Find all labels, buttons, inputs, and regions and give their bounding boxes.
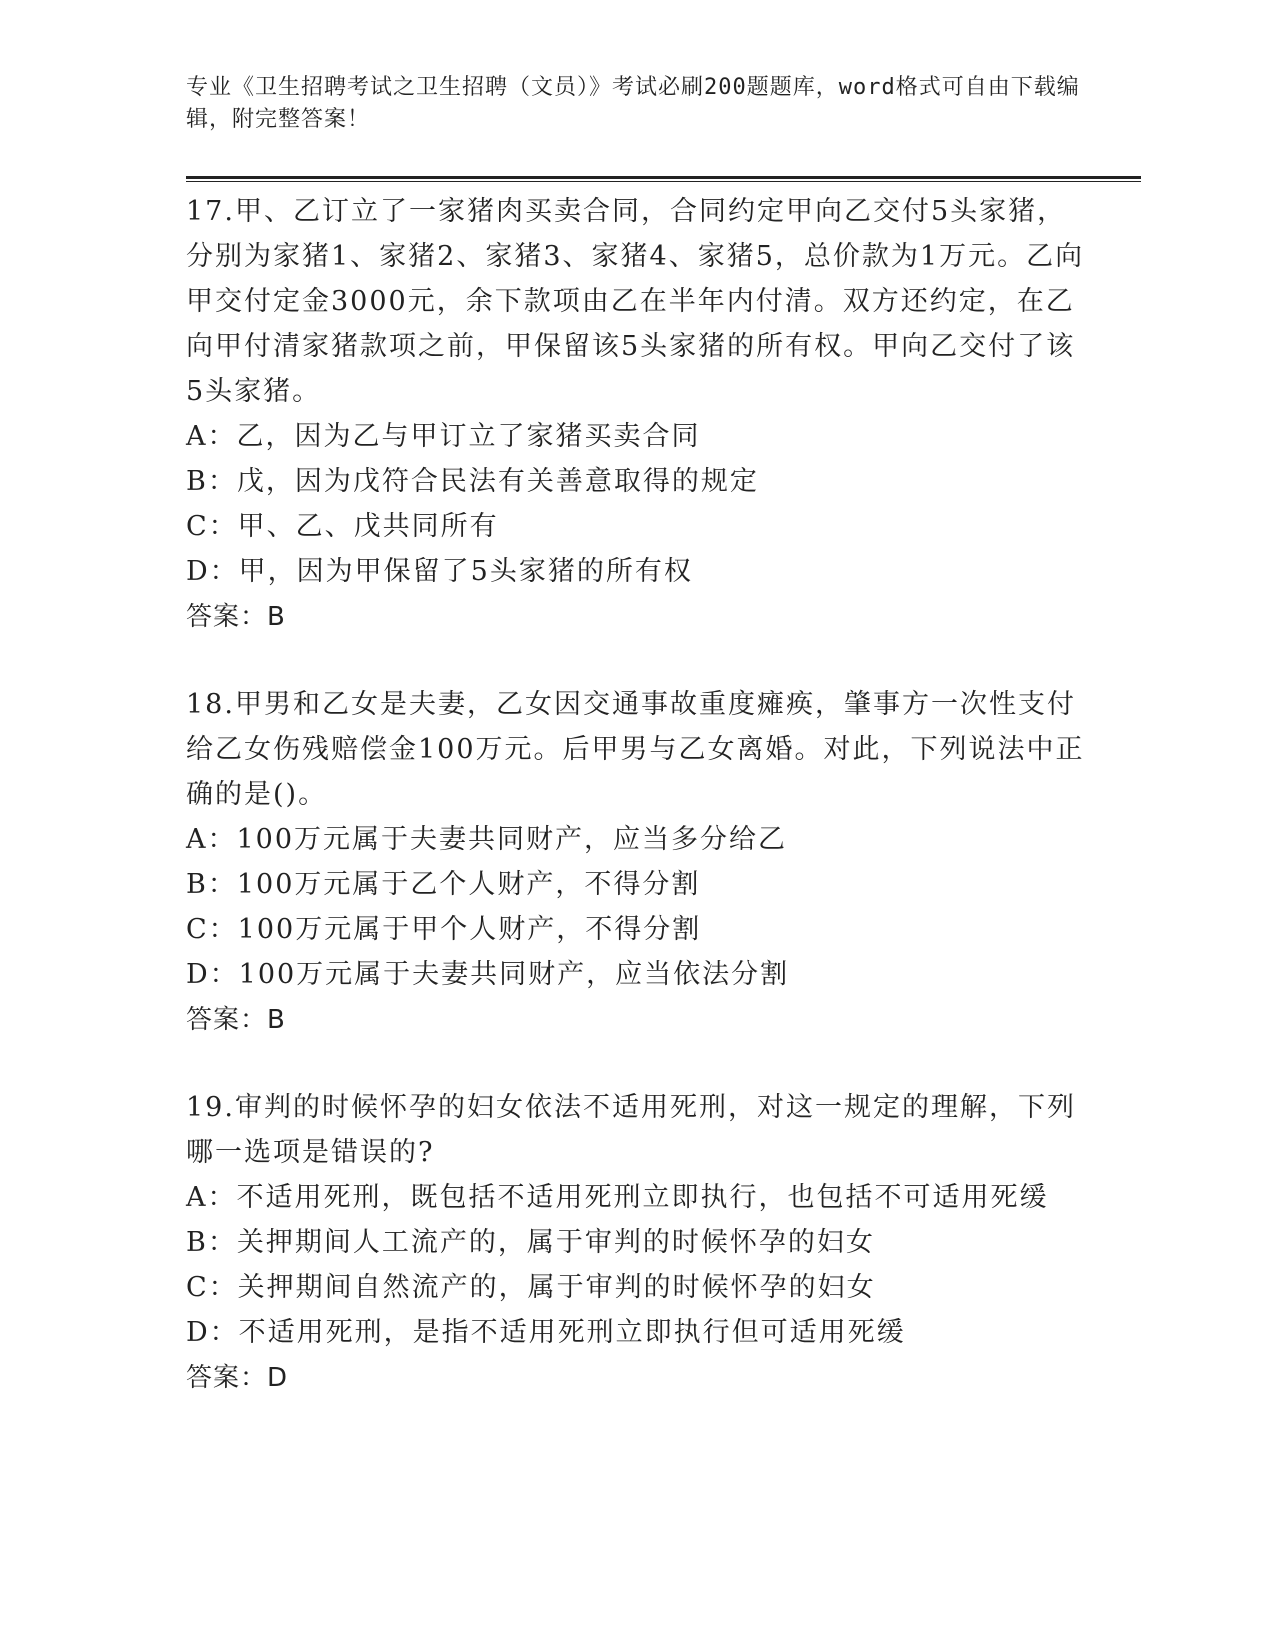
option-d: D：不适用死刑，是指不适用死刑立即执行但可适用死缓	[186, 1317, 906, 1348]
option-b: B：100万元属于乙个人财产，不得分割	[186, 869, 701, 900]
answer-label: 答案：B	[186, 1005, 286, 1035]
question-17	[186, 189, 1086, 640]
header-divider-thin	[186, 181, 1141, 182]
option-d: D：100万元属于夫妻共同财产，应当依法分割	[186, 959, 790, 990]
question-18	[186, 682, 1086, 1043]
answer-label: 答案：B	[186, 602, 286, 632]
option-c: C：关押期间自然流产的，属于审判的时候怀孕的妇女	[186, 1272, 876, 1303]
option-b: B：戊，因为戊符合民法有关善意取得的规定	[186, 466, 759, 497]
question-stem: 18.甲男和乙女是夫妻，乙女因交通事故重度瘫痪，肇事方一次性支付给乙女伤残赔偿金100万元。后甲男与乙女离婚。对此，下列说法中正确的是()。	[186, 689, 1085, 810]
option-a: A：100万元属于夫妻共同财产，应当多分给乙	[186, 824, 788, 855]
question-stem: 19.审判的时候怀孕的妇女依法不适用死刑，对这一规定的理解，下列哪一选项是错误的?	[186, 1092, 1076, 1168]
option-c: C：100万元属于甲个人财产，不得分割	[186, 914, 702, 945]
question-19	[186, 1085, 1086, 1401]
option-a: A：不适用死刑，既包括不适用死刑立即执行，也包括不可适用死缓	[186, 1182, 1049, 1213]
option-a: A：乙，因为乙与甲订立了家猪买卖合同	[186, 421, 701, 452]
question-stem: 17.甲、乙订立了一家猪肉买卖合同，合同约定甲向乙交付5头家猪，分别为家猪1、家猪2、家猪3、家猪4、家猪5，总价款为1万元。乙向甲交付定金3000元，余下款项由乙在半年内付清。双方还约定，在乙向甲付清家猪款项之前，甲保留该5头家猪的所有权。甲向乙交付了该5头家猪。	[186, 196, 1085, 407]
answer-label: 答案：D	[186, 1363, 289, 1393]
option-c: C：甲、乙、戊共同所有	[186, 511, 499, 542]
question-list	[186, 189, 1086, 1401]
header-divider-thick	[186, 176, 1141, 179]
option-d: D：甲，因为甲保留了5头家猪的所有权	[186, 556, 693, 587]
option-b: B：关押期间人工流产的，属于审判的时候怀孕的妇女	[186, 1227, 875, 1258]
document-header: 专业《卫生招聘考试之卫生招聘（文员）》考试必刷200题题库，word格式可自由下载编辑，附完整答案！	[186, 75, 1080, 132]
